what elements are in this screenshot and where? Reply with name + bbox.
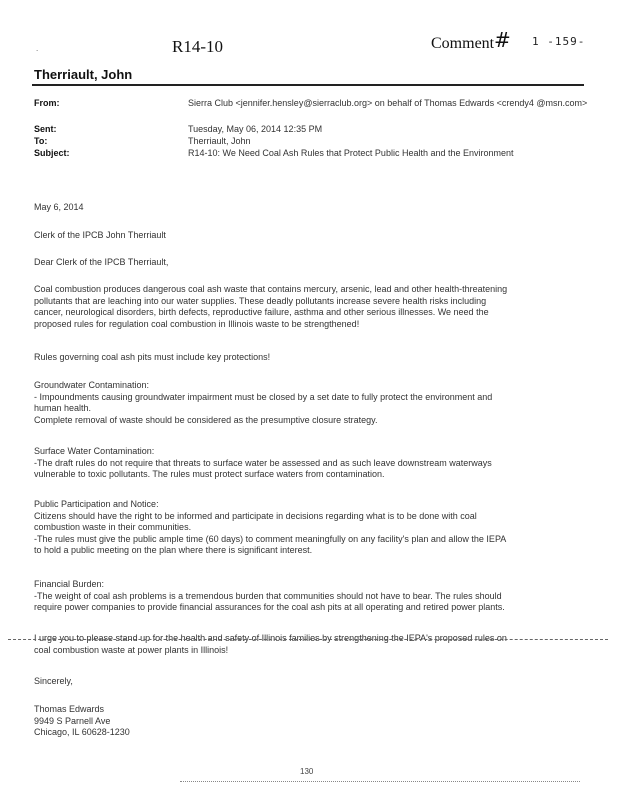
groundwater-line: Groundwater Contamination: — [34, 380, 150, 390]
signature-line: Chicago, IL 60628-1230 — [34, 727, 130, 738]
signature-line: Thomas Edwards — [34, 704, 105, 714]
participation-line: to hold a public meeting on the plan where there is significant interest. — [34, 545, 313, 556]
groundwater-line: human health. — [34, 403, 92, 414]
financial-line: Financial Burden: — [34, 579, 105, 589]
page-number: 130 — [300, 767, 314, 776]
sent-label: Sent: — [34, 124, 57, 134]
closing-line: coal combustion waste at power plants in Illinois! — [34, 644, 229, 655]
intro-line: proposed rules for regulation coal combustion in Illinois waste to be strengthened! — [34, 318, 360, 329]
protections-paragraph: Rules governing coal ash pits must include key protections! — [34, 352, 271, 362]
groundwater-section — [34, 380, 582, 426]
groundwater-line: Complete removal of waste should be considered as the presumptive closure strategy. — [34, 414, 378, 425]
surface-water-section — [34, 446, 582, 481]
hand-drawn-underline — [8, 639, 608, 640]
participation-section — [34, 499, 582, 557]
financial-line: -The weight of coal ash problems is a tremendous burden that communities should not have to bear. The rules should — [34, 590, 502, 601]
subject-value: R14-10: We Need Coal Ash Rules that Protect Public Health and the Environment — [188, 148, 514, 158]
footer-divider — [180, 781, 580, 782]
comment-number: 1 -159- — [532, 35, 586, 48]
surface-water-line: -The draft rules do not require that threats to surface water be assessed and as such leave downstream waterways — [34, 457, 492, 468]
sent-value: Tuesday, May 06, 2014 12:35 PM — [188, 124, 323, 134]
from-value: Sierra Club <jennifer.hensley@sierraclub.org> on behalf of Thomas Edwards <crendy4 @msn.com> — [188, 98, 588, 108]
comment-label: Comment — [431, 35, 495, 52]
subject-label: Subject: — [34, 148, 70, 158]
to-label: To: — [34, 136, 48, 146]
financial-line: require power companies to provide financial assurances for the coal ash pits at all operating and retired power plants. — [34, 602, 505, 613]
letter-addressee: Clerk of the IPCB John Therriault — [34, 230, 166, 240]
signoff: Sincerely, — [34, 676, 73, 686]
participation-line: combustion waste in their communities. — [34, 522, 192, 533]
to-value: Therriault, John — [188, 136, 251, 146]
participation-line: Citizens should have the right to be informed and participate in decisions regarding what is to be done with coal — [34, 510, 477, 521]
surface-water-line: vulnerable to toxic pollutants. The rules must protect surface waters from contamination. — [34, 469, 385, 480]
participation-line: Public Participation and Notice: — [34, 499, 159, 509]
margin-mark: . — [36, 44, 39, 53]
letter-salutation: Dear Clerk of the IPCB Therriault, — [34, 257, 169, 267]
participation-line: -The rules must give the public ample time (60 days) to comment meaningfully on any facility's plan and allow the IEPA — [34, 533, 507, 544]
docket-number: R14-10 — [172, 37, 223, 56]
groundwater-line: - Impoundments causing groundwater impairment must be closed by a set date to fully protect the environment and — [34, 391, 493, 402]
intro-line: Coal combustion produces dangerous coal ash waste that contains mercury, arsenic, lead and other health-threatening — [34, 284, 508, 294]
financial-section — [34, 579, 582, 614]
header-divider — [32, 84, 584, 86]
signature-block — [34, 704, 582, 739]
letter-date: May 6, 2014 — [34, 202, 84, 212]
intro-paragraph — [34, 284, 582, 330]
signature-line: 9949 S Parnell Ave — [34, 715, 111, 726]
closing-line: I urge you to please stand up for the health and safety of Illinois families by strengthening the IEPA's proposed rules on — [34, 633, 507, 643]
closing-paragraph — [34, 633, 582, 656]
surface-water-line: Surface Water Contamination: — [34, 446, 155, 456]
recipient-name: Therriault, John — [34, 67, 133, 82]
intro-line: cancer, neurological disorders, birth defects, reproductive failure, asthma and other serious illnesses. We need the — [34, 307, 489, 318]
comment-hash: # — [494, 28, 511, 52]
from-label: From: — [34, 98, 60, 108]
intro-line: pollutants that are leaching into our water supplies. These deadly pollutants increase severe health risks including — [34, 295, 487, 306]
